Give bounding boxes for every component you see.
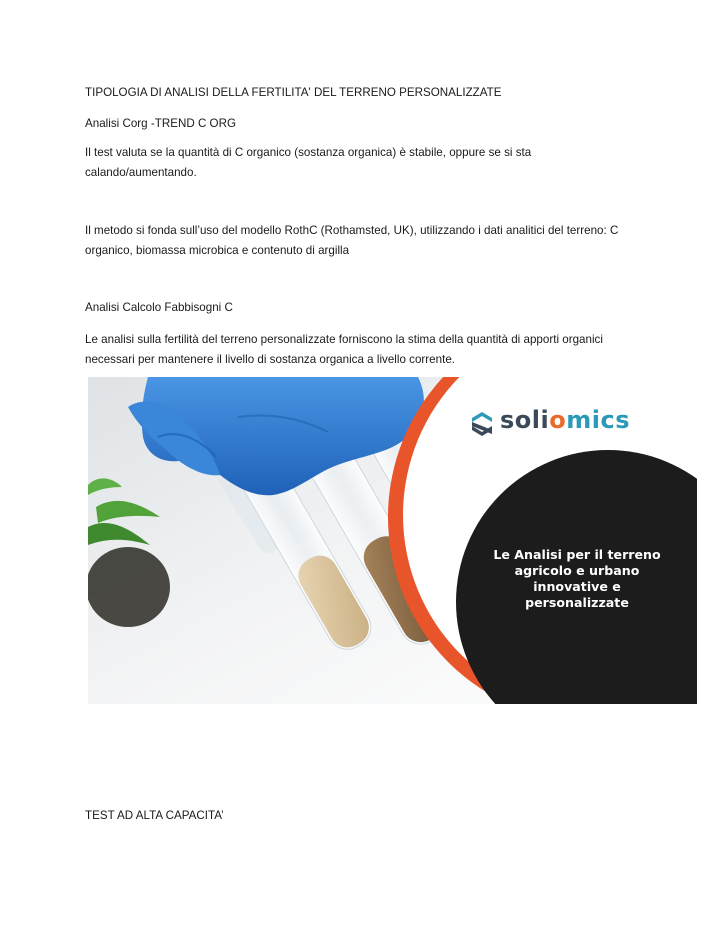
document-heading: TIPOLOGIA DI ANALISI DELLA FERTILITA' DEL TERRENO PERSONALIZZATE [85, 86, 502, 99]
section-fabbisogni-description: Le analisi sulla fertilità del terreno personalizzate forniscono la stima della quantità di apporti organici necessari per mantenere il livello di sostanza organica a livello corrente. [85, 333, 603, 366]
section-corg-title: Analisi Corg -TREND C ORG [85, 117, 236, 130]
soliomics-banner-image [88, 377, 697, 704]
section-corg-description: Il test valuta se la quantità di C organico (sostanza organica) è stabile, oppure se si sta calando/aumentando. [85, 146, 532, 179]
tagline-line: personalizzate [525, 595, 629, 610]
logo-text-soli: soli [500, 406, 550, 434]
tagline-line: agricolo e urbano [514, 563, 640, 578]
section-fabbisogni-title: Analisi Calcolo Fabbisogni C [85, 301, 233, 314]
soliomics-logo [496, 405, 630, 435]
logo-wordmark [500, 406, 630, 434]
logo-text-o: o [549, 406, 567, 434]
section-corg-method: Il metodo si fonda sull’uso del modello RothC (Rothamsted, UK), utilizzando i dati analitici del terreno: C organico, biomassa microbica e contenuto di argilla [85, 224, 619, 257]
logo-text-mics: mics [566, 406, 630, 434]
soil-pot-shape [88, 547, 170, 627]
section-alta-capacita-title: TEST AD ALTA CAPACITA’ [85, 809, 224, 822]
tagline-line: innovative e [533, 579, 621, 594]
tagline-line: Le Analisi per il terreno [493, 547, 661, 562]
banner-tagline [477, 547, 677, 611]
